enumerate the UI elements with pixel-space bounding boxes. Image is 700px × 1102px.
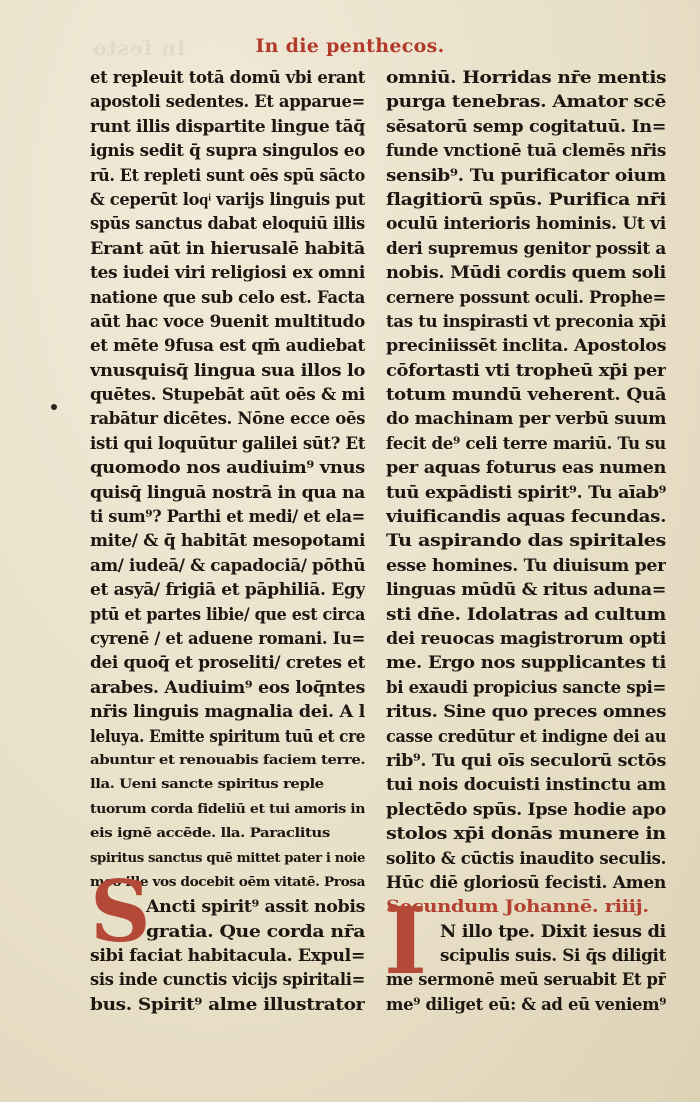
right-column — [386, 66, 666, 1017]
text-line: isti qui loquūtur galilei sūt? Et — [90, 433, 365, 454]
text-line-small: tuorum corda fideliū et tui amoris in — [90, 801, 365, 817]
text-line-small: eis ignē accēde. lla. Paraclitus — [90, 826, 330, 842]
text-line: quisq̄ linguā nostrā in qua na — [90, 482, 365, 503]
text-line: nr̄is linguis magnalia dei. A l — [90, 702, 365, 723]
text-line: vnusquisq̄ lingua sua illos lo — [90, 360, 365, 381]
text-line: fecit de⁹ celi terre mariū. Tu su — [386, 433, 666, 454]
text-line: tui nois docuisti instinctu am — [386, 775, 666, 796]
text-line: funde vnctionē tuā clemēs nr̄is — [386, 141, 666, 162]
text-line: bus. Spirit⁹ alme illustrator — [90, 994, 365, 1015]
text-line: per aquas foturus eas numen — [386, 458, 666, 479]
text-line: dei quoq̄ et proseliti/ cretes et — [90, 653, 365, 674]
text-line: Ancti spirit⁹ assit nobis — [146, 897, 365, 918]
text-line: sēsatorū semp cogitatuū. In= — [386, 116, 666, 137]
text-line: mite/ & q̄ habitāt mesopotami — [90, 531, 365, 552]
text-line: cyrenē / et aduene romani. Iu= — [90, 628, 365, 649]
text-line: scipulis suis. Si q̄s diligit — [440, 946, 666, 967]
text-line: et mēte 9fusa est qm̄ audiebat — [90, 336, 365, 357]
text-line: tas tu inspirasti vt preconia xp̄i — [386, 311, 666, 332]
text-line: Tu aspirando das spiritales — [386, 531, 666, 552]
text-line: rib⁹. Tu qui oīs seculorū sctōs — [386, 750, 666, 771]
bleed-through-text: In festo — [92, 36, 187, 60]
text-line: spūs sanctus dabat eloquiū illis — [90, 214, 365, 235]
text-line: am/ iudeā/ & capadociā/ pōthū — [90, 555, 365, 576]
text-line: runt illis dispartite lingue tāq̄ — [90, 116, 365, 137]
text-line: nobis. Mūdi cordis quem soli — [386, 263, 666, 284]
text-line: oculū interioris hominis. Ut vi — [386, 214, 666, 235]
text-line: me⁹ diliget eū: & ad eū veniem⁹ — [386, 994, 666, 1015]
text-line: ptū et partes libie/ que est circa — [90, 604, 365, 625]
text-line: quētes. Stupebāt aūt oēs & mi — [90, 385, 365, 406]
text-line: & ceperūt loqͥ varijs linguis put — [90, 189, 365, 210]
text-line: gratia. Que corda nr̄a — [146, 921, 365, 942]
text-line: aūt hac voce 9uenit multitudo — [90, 311, 365, 332]
text-line: ignis sedit q̄ supra singulos eo — [90, 141, 365, 162]
text-line: solito & cūctis inaudito seculis. — [386, 848, 666, 869]
text-line: purga tenebras. Amator scē — [386, 92, 666, 113]
initial-s: S — [90, 862, 151, 961]
text-line: do machinam per verbū suum — [386, 409, 666, 430]
text-line: sensib⁹. Tu purificator oium — [386, 165, 666, 186]
text-line: N illo tpe. Dixit iesus di — [440, 921, 666, 942]
text-line: leluya. Emitte spiritum tuū et cre — [90, 726, 365, 747]
text-line: tuū expādisti spirit⁹. Tu aīab⁹ — [386, 482, 666, 503]
text-line: Secundum Johannē. riiij. — [386, 897, 649, 918]
text-line: linguas mūdū & ritus aduna= — [386, 580, 666, 601]
text-line: casse credūtur et indigne dei au — [386, 726, 666, 747]
text-line: et asyā/ frigiā et pāphiliā. Egy — [90, 580, 365, 601]
text-line-small: spiritus sanctus quē mittet pater i noie — [90, 850, 365, 866]
text-line: tes iudei viri religiosi ex omni — [90, 263, 365, 284]
text-line: sis inde cunctis vicijs spiritali= — [90, 970, 365, 991]
text-line-small: abuntur et renouabis faciem terre. — [90, 752, 365, 768]
text-line: sti dn̄e. Idolatras ad cultum — [386, 604, 666, 625]
text-line: sibi faciat habitacula. Expul= — [90, 946, 365, 967]
text-line: viuificandis aquas fecundas. — [386, 507, 666, 528]
text-line: cōfortasti vti tropheū xp̄i per — [386, 360, 666, 381]
text-line: omniū. Horridas nr̄e mentis — [386, 68, 666, 88]
margin-dot — [51, 404, 57, 410]
text-line: quomodo nos audiuim⁹ vnus — [90, 458, 365, 479]
initial-i: I — [384, 887, 428, 995]
text-line: stolos xp̄i donās munere in — [386, 824, 666, 845]
text-line-small: meo ille vos docebit oēm vitatē. Prosa — [90, 874, 365, 890]
text-line: rabātur dicētes. Nōne ecce oēs — [90, 409, 365, 430]
text-line: dei reuocas magistrorum opti — [386, 628, 666, 649]
text-line: Erant aūt in hierusalē habitā — [90, 238, 365, 259]
text-line: preciniissēt inclita. Apostolos — [386, 336, 666, 357]
text-line: me. Ergo nos supplicantes ti — [386, 653, 666, 674]
text-line: et repleuit totā domū vbi erant — [90, 68, 365, 88]
text-line: plectēdo spūs. Ipse hodie apo — [386, 799, 666, 820]
text-line: esse homines. Tu diuisum per — [386, 555, 666, 576]
text-line: arabes. Audiuim⁹ eos loq̄ntes — [90, 677, 365, 698]
running-head: In die penthecos. — [255, 35, 445, 57]
text-line: natione que sub celo est. Facta — [90, 287, 365, 308]
text-line: me sermonē meū seruabit Et pr̄ — [386, 970, 666, 991]
text-line: Hūc diē gloriosū fecisti. Amen — [386, 872, 666, 893]
text-line: deri supremus genitor possit a — [386, 238, 666, 259]
text-line: totum mundū veherent. Quā — [386, 385, 666, 406]
text-line: ti sum⁹? Parthi et medi/ et ela= — [90, 507, 365, 528]
text-line: flagitiorū spūs. Purifica nr̄i — [386, 189, 666, 210]
text-line: bi exaudi propicius sancte spi= — [386, 677, 666, 698]
text-line: cernere possunt oculi. Prophe= — [386, 287, 666, 308]
text-line: ritus. Sine quo preces omnes — [386, 702, 666, 723]
text-line-small: lla. Ueni sancte spiritus reple — [90, 777, 324, 793]
text-line: rū. Et repleti sunt oēs spū sācto — [90, 165, 365, 186]
text-line: apostoli sedentes. Et apparue= — [90, 92, 365, 113]
